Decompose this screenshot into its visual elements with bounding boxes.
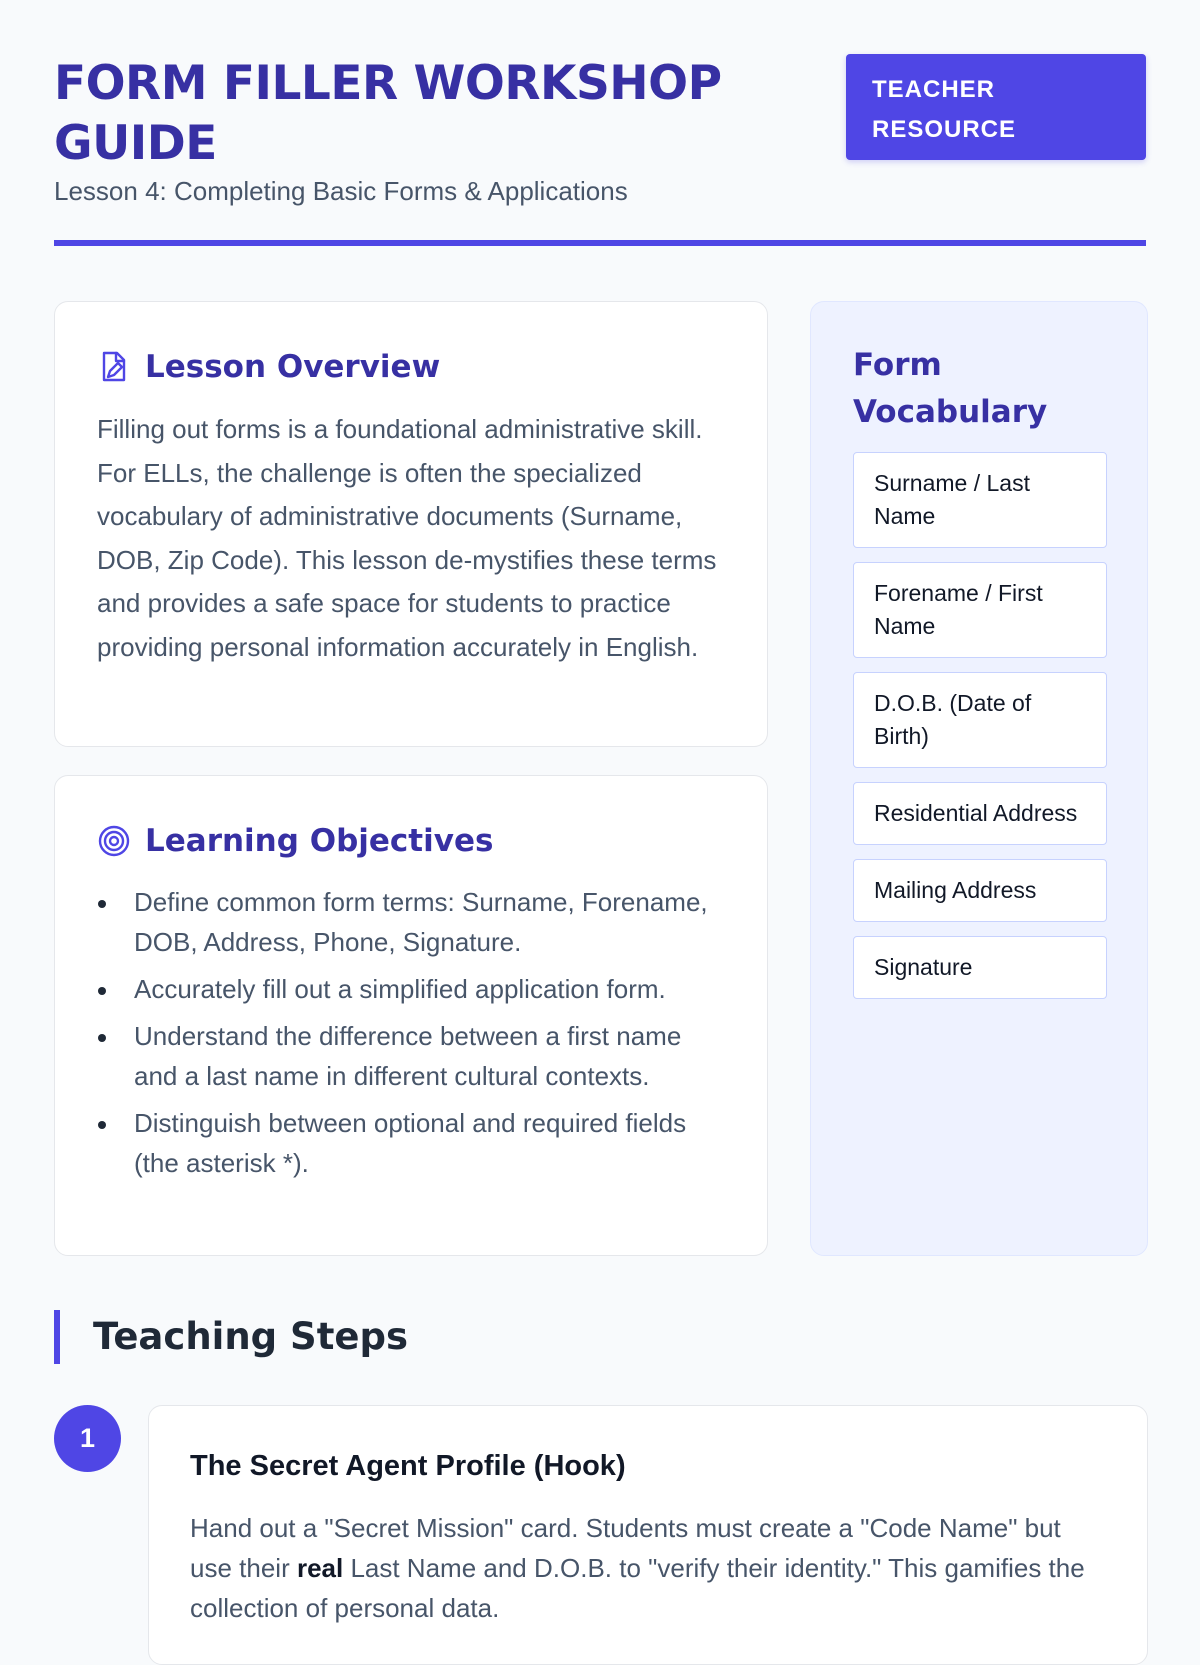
objective-item — [97, 969, 725, 1009]
vocab-term-mailing-address: Mailing Address — [853, 859, 1107, 922]
objective-item — [97, 1016, 725, 1096]
step-number-badge: 1 — [54, 1405, 121, 1472]
header-divider — [54, 240, 1146, 246]
objective-item — [97, 882, 725, 962]
objective-text: Distinguish between optional and required fields (the asterisk *). — [134, 1108, 687, 1178]
form-vocabulary-title: Form Vocabulary — [853, 347, 1048, 430]
document-subtitle: Lesson 4: Completing Basic Forms & Applications — [54, 176, 628, 206]
objective-item — [97, 1103, 725, 1183]
step-text-before: Hand out a "Secret Mission" card. Students must create a "Code Name" but use their — [190, 1513, 1061, 1583]
document-header — [54, 54, 1146, 246]
vocab-term-signature: Signature — [853, 936, 1107, 999]
document-title: FORM FILLER WORKSHOP GUIDE — [54, 56, 722, 171]
teaching-step-card — [148, 1405, 1148, 1665]
bullet-icon — [97, 1103, 134, 1143]
vocab-term-dob: D.O.B. (Date of Birth) — [853, 672, 1107, 768]
step-text-emphasis: real — [296, 1553, 344, 1583]
objective-text: Define common form terms: Surname, Forename, DOB, Address, Phone, Signature. — [134, 887, 708, 957]
objective-text: Understand the difference between a first name and a last name in different cultural contexts. — [134, 1021, 682, 1091]
bullet-icon — [97, 1016, 134, 1056]
learning-objectives-title: Learning Objectives — [145, 823, 494, 859]
step-description — [190, 1508, 1106, 1628]
step-title: The Secret Agent Profile (Hook) — [190, 1450, 626, 1482]
vocab-term-residential-address: Residential Address — [853, 782, 1107, 845]
bullet-icon — [97, 882, 134, 922]
document-edit-icon — [97, 350, 131, 384]
lesson-overview-text: Filling out forms is a foundational administrative skill. For ELLs, the challenge is often the specialized vocabulary of administrative documents (Surname, DOB, Zip Code). This lesson de-mystifies these terms and provides a safe space for students to practice providing personal information accurately in English. — [97, 414, 717, 662]
lesson-overview-card — [54, 301, 768, 747]
objectives-list — [97, 882, 725, 1183]
target-icon — [97, 824, 131, 858]
learning-objectives-heading — [97, 814, 725, 868]
vocab-term-forename: Forename / First Name — [853, 562, 1107, 658]
lesson-overview-title: Lesson Overview — [145, 349, 441, 385]
teacher-resource-badge: TEACHER RESOURCE — [846, 54, 1146, 160]
bullet-icon — [97, 969, 134, 1009]
form-vocabulary-panel — [810, 301, 1148, 1256]
learning-objectives-card — [54, 775, 768, 1256]
vocab-term-surname: Surname / Last Name — [853, 452, 1107, 548]
step-text-after: Last Name and D.O.B. to "verify their identity." This gamifies the collection of personal data. — [190, 1553, 1085, 1623]
teaching-steps-heading: Teaching Steps — [54, 1310, 408, 1364]
lesson-overview-heading — [97, 340, 725, 394]
objective-text: Accurately fill out a simplified application form. — [134, 974, 666, 1004]
